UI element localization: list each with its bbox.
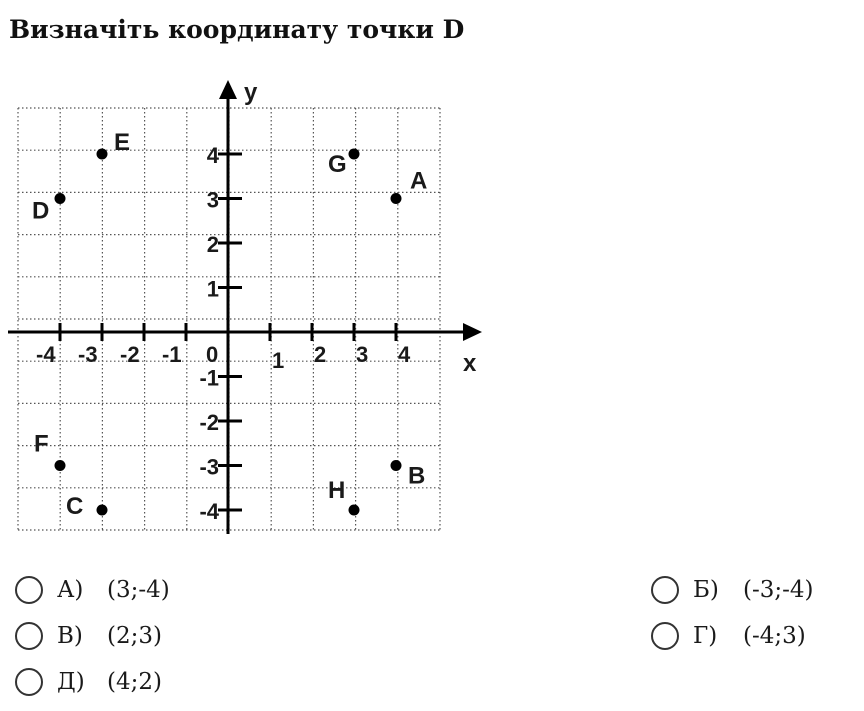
question-title: Визначіть координату точки D [9,15,465,44]
x-tick-label: 2 [314,342,327,367]
point-g [349,149,360,160]
y-axis-label: y [244,79,258,106]
option-value: (4;2) [107,669,162,695]
point-f [55,460,66,471]
x-axis-label: x [463,350,477,377]
option-value: (3;-4) [107,577,170,603]
x-tick-label: 1 [272,348,285,373]
option-letter: Г) [693,623,718,649]
point-label-e: E [114,129,131,156]
option-a[interactable] [15,570,170,610]
x-tick-label: -4 [36,342,56,367]
point-b [391,460,402,471]
option-letter: Д) [57,669,85,695]
point-a [391,193,402,204]
y-tick-label: 4 [206,143,219,168]
radio-circle-icon[interactable] [651,622,679,650]
point-h [349,505,360,516]
y-tick-label: 2 [206,232,219,257]
point-d [55,193,66,204]
option-d[interactable] [15,662,162,702]
point-label-b: B [408,462,426,490]
y-tick-label: 1 [206,276,219,302]
option-value: (-3;-4) [743,577,814,603]
y-tick-label: -3 [199,454,219,480]
radio-circle-icon[interactable] [15,622,43,650]
x-tick-label: -3 [78,342,98,367]
origin-label: 0 [206,342,219,367]
x-tick-label: -2 [120,342,140,367]
radio-circle-icon[interactable] [15,668,43,696]
option-letter: В) [57,623,83,649]
option-b[interactable] [651,570,814,610]
point-e [97,149,108,160]
point-label-h: H [328,477,346,504]
radio-circle-icon[interactable] [15,576,43,604]
option-value: (2;3) [107,623,162,649]
points [32,129,427,520]
point-label-f: F [34,430,49,458]
x-tick-label: -1 [162,342,182,367]
x-axis-arrow-icon [463,323,482,341]
y-tick-label: -4 [199,499,219,524]
y-tick-label: -1 [199,365,219,391]
x-tick-label: 3 [356,342,369,367]
point-label-d: D [32,197,50,225]
option-letter: Б) [693,577,719,603]
point-c [97,505,108,516]
point-label-c: C [66,493,84,520]
y-tick-label: 3 [206,187,219,213]
option-v[interactable] [15,616,162,656]
point-label-a: A [410,167,428,195]
x-tick-label: 4 [398,342,411,367]
y-axis-arrow-icon [219,80,237,99]
option-value: (-4;3) [743,623,806,649]
option-letter: А) [57,577,84,603]
point-label-g: G [328,151,347,178]
option-g[interactable] [651,616,806,656]
radio-circle-icon[interactable] [651,576,679,604]
y-tick-label: -2 [199,410,219,435]
